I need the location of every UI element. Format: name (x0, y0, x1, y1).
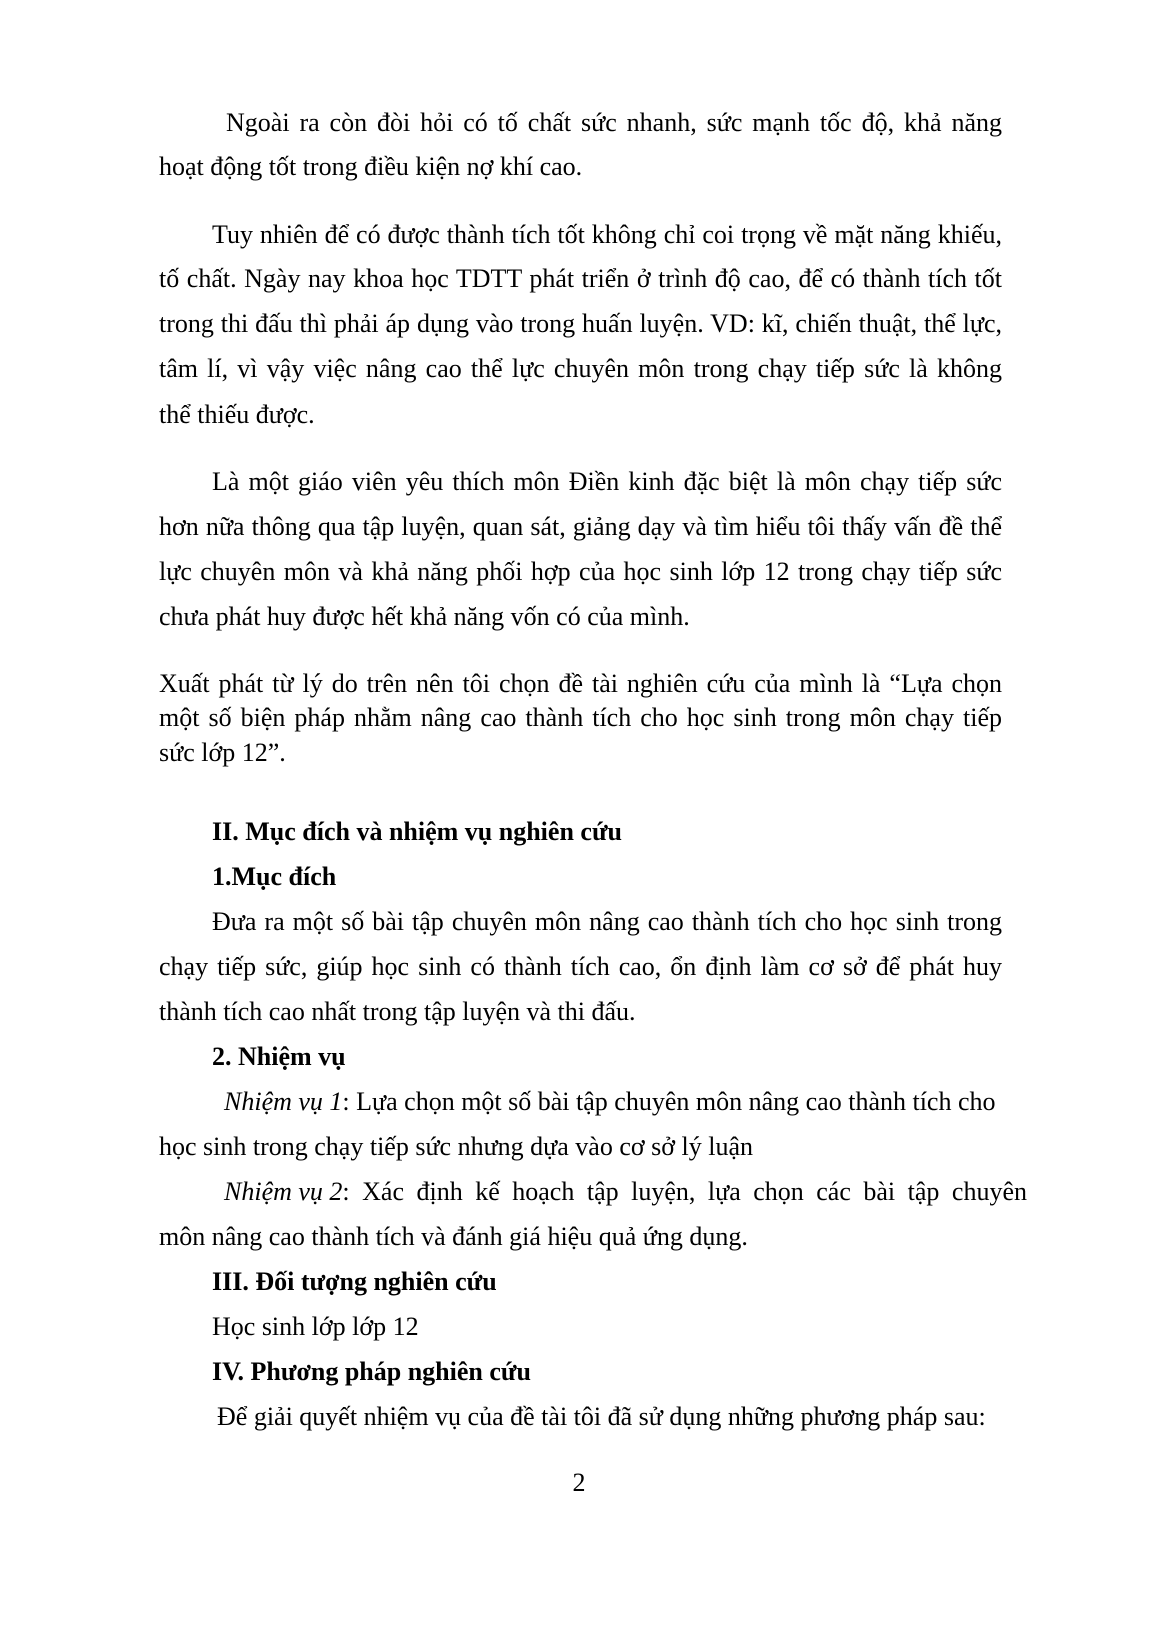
page-number: 2 (572, 1468, 586, 1497)
paragraph-line: Là một giáo viên yêu thích môn Điền kinh đặc biệt là môn chạy tiếp sức (212, 467, 1002, 496)
task-2-line (224, 1177, 1027, 1207)
section-heading: III. Đối tượng nghiên cứu (212, 1267, 497, 1296)
task-2-description: : Xác định kế hoạch tập luyện, lựa chọn các bài tập chuyên (342, 1177, 1027, 1206)
section-heading: II. Mục đích và nhiệm vụ nghiên cứu (212, 817, 623, 846)
paragraph-line: thành tích cao nhất trong tập luyện và thi đấu. (159, 997, 636, 1026)
task-1-line (224, 1087, 1002, 1117)
task-1-description: : Lựa chọn một số bài tập chuyên môn nâng cao thành tích cho (342, 1087, 996, 1116)
paragraph-line: học sinh trong chạy tiếp sức nhưng dựa vào cơ sở lý luận (159, 1132, 753, 1161)
paragraph-line: Đưa ra một số bài tập chuyên môn nâng cao thành tích cho học sinh trong (212, 907, 1002, 936)
paragraph-line: một số biện pháp nhằm nâng cao thành tích cho học sinh trong môn chạy tiếp (159, 703, 1002, 732)
paragraph-line: tâm lí, vì vậy việc nâng cao thể lực chuyên môn trong chạy tiếp sức là không (159, 354, 1002, 383)
paragraph-line: Ngoài ra còn đòi hỏi có tố chất sức nhanh, sức mạnh tốc độ, khả năng (226, 108, 1002, 137)
section-heading: IV. Phương pháp nghiên cứu (212, 1357, 531, 1386)
task-2-label: Nhiệm vụ 2 (224, 1177, 343, 1206)
paragraph-line: tố chất. Ngày nay khoa học TDTT phát triển ở trình độ cao, để có thành tích tốt (159, 264, 1002, 293)
paragraph-line: thể thiếu được. (159, 400, 315, 429)
subsection-heading: 2. Nhiệm vụ (212, 1042, 346, 1071)
paragraph-line: Học sinh lớp lớp 12 (212, 1312, 419, 1341)
paragraph-line: Xuất phát từ lý do trên nên tôi chọn đề tài nghiên cứu của mình là “Lựa chọn (159, 669, 1002, 698)
task-1-label: Nhiệm vụ 1 (224, 1087, 343, 1116)
subsection-heading: 1.Mục đích (212, 862, 337, 891)
paragraph-line: trong thi đấu thì phải áp dụng vào trong huấn luyện. VD: kĩ, chiến thuật, thể lực, (159, 309, 1002, 338)
paragraph-line: Tuy nhiên để có được thành tích tốt không chỉ coi trọng về mặt năng khiếu, (212, 220, 1002, 249)
paragraph-line: chạy tiếp sức, giúp học sinh có thành tích cao, ổn định làm cơ sở để phát huy (159, 952, 1002, 981)
paragraph-line: lực chuyên môn và khả năng phối hợp của học sinh lớp 12 trong chạy tiếp sức (159, 557, 1002, 586)
task-1-text (224, 1087, 996, 1117)
paragraph-line: hoạt động tốt trong điều kiện nợ khí cao. (159, 152, 583, 181)
paragraph-line: hơn nữa thông qua tập luyện, quan sát, giảng dạy và tìm hiểu tôi thấy vấn đề thể (159, 512, 1002, 541)
paragraph-line: sức lớp 12”. (159, 738, 286, 767)
paragraph-line: chưa phát huy được hết khả năng vốn có của mình. (159, 602, 690, 631)
paragraph-line: Để giải quyết nhiệm vụ của đề tài tôi đã sử dụng những phương pháp sau: (217, 1402, 986, 1431)
paragraph-line: môn nâng cao thành tích và đánh giá hiệu quả ứng dụng. (159, 1222, 748, 1251)
